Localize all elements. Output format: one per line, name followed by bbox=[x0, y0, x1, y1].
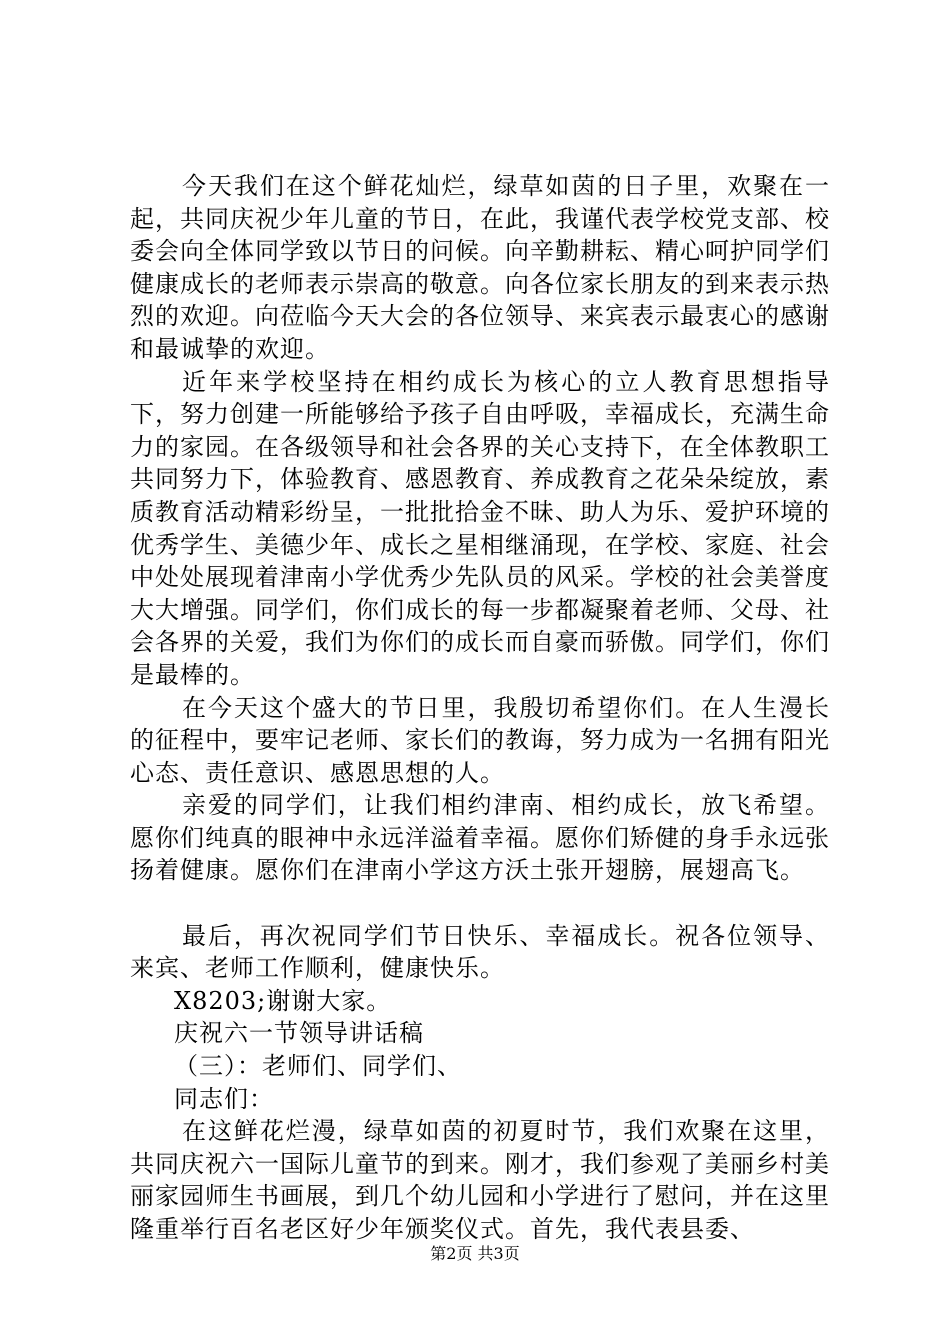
paragraph-welcome: 今天我们在这个鲜花灿烂，绿草如茵的日子里，欢聚在一起，共同庆祝少年儿童的节日，在此，我谨代表学校党支部、校委会向全体同学致以节日的问候。向辛勤耕耘、精心呵护同学们健康成长的老师表示崇高的敬意。向各位家长朋友的到来表示热烈的欢迎。向莅临今天大会的各位领导、来宾表示最衷心的感谢和最诚挚的欢迎。 bbox=[130, 172, 830, 363]
thanks-line: X8203;谢谢大家。 bbox=[174, 986, 392, 1015]
section-title: 庆祝六一节领导讲话稿 bbox=[174, 1019, 424, 1048]
paragraph-school-achievements: 近年来学校坚持在相约成长为核心的立人教育思想指导下，努力创建一所能够给予孩子自由呼吸，幸福成长，充满生命力的家园。在各级领导和社会各界的关心支持下，在全体教职工共同努力下，体验教育、感恩教育、养成教育之花朵朵绽放，素质教育活动精彩纷呈，一批批拾金不昧、助人为乐、爱护环境的优秀学生、美德少年、成长之星相继涌现，在学校、家庭、社会中处处展现着津南小学优秀少先队员的风采。学校的社会美誉度大大增强。同学们，你们成长的每一步都凝聚着老师、父母、社会各界的关爱，我们为你们的成长而自豪而骄傲。同学们，你们是最棒的。 bbox=[130, 367, 830, 689]
page-number-footer: 第2页 共3页 bbox=[430, 1244, 520, 1263]
paragraph-closing: 最后，再次祝同学们节日快乐、幸福成长。祝各位领导、来宾、老师工作顺利，健康快乐。 bbox=[130, 921, 830, 983]
paragraph-wishes: 亲爱的同学们，让我们相约津南、相约成长，放飞希望。愿你们纯真的眼神中永远洋溢着幸福。愿你们矫健的身手永远张扬着健康。愿你们在津南小学这方沃土张开翅膀，展翅高飞。 bbox=[130, 791, 830, 885]
paragraph-hopes: 在今天这个盛大的节日里，我殷切希望你们。在人生漫长的征程中，要牢记老师、家长们的教诲，努力成为一名拥有阳光心态、责任意识、感恩思想的人。 bbox=[130, 693, 830, 787]
document-body bbox=[130, 170, 830, 1246]
blank-line bbox=[130, 887, 830, 920]
paragraph-speech-opening: 在这鲜花烂漫，绿草如茵的初夏时节，我们欢聚在这里，共同庆祝六一国际儿童节的到来。刚才，我们参观了美丽乡村美丽家园师生书画展，到几个幼儿园和小学进行了慰问，并在这里隆重举行百名老区好少年颁奖仪式。首先，我代表县委、 bbox=[130, 1117, 830, 1243]
section-salutation: （三）：老师们、同学们、 bbox=[174, 1052, 462, 1081]
salutation-comrades: 同志们： bbox=[174, 1084, 274, 1113]
